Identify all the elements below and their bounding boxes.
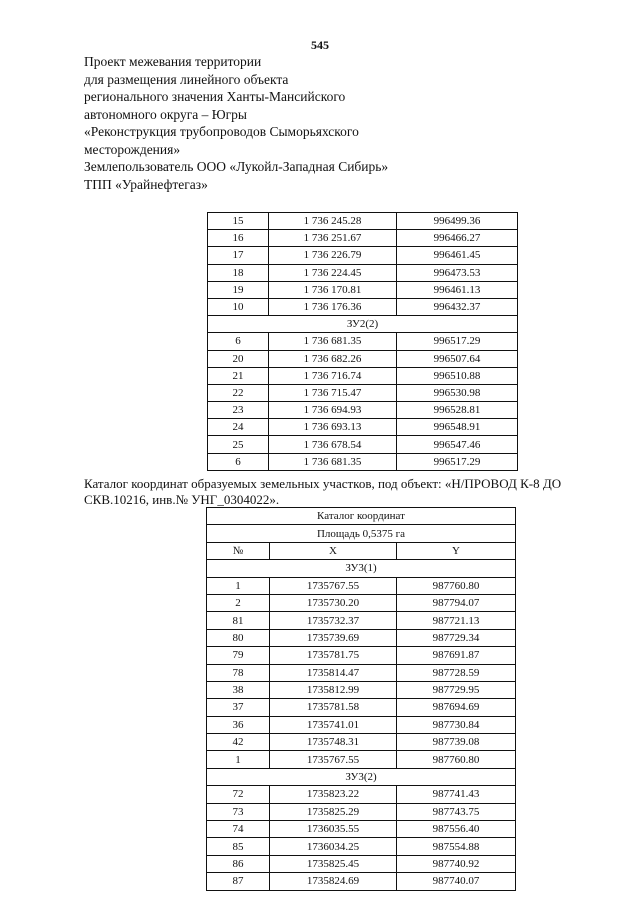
coord-y: 996510.88 xyxy=(397,367,518,384)
table-row xyxy=(207,786,516,803)
coord-y: 987721.13 xyxy=(397,612,516,629)
column-header-y: Y xyxy=(397,542,516,559)
table-row xyxy=(208,247,518,264)
coord-x: 1735825.45 xyxy=(270,855,397,872)
point-number: 74 xyxy=(207,821,270,838)
coord-y: 996517.29 xyxy=(397,453,518,470)
coord-y: 987740.92 xyxy=(397,855,516,872)
table-row xyxy=(207,734,516,751)
section-label: ЗУ2(2) xyxy=(208,316,518,333)
table-row xyxy=(207,612,516,629)
coord-x: 1735730.20 xyxy=(270,594,397,611)
table-row xyxy=(208,264,518,281)
coord-x: 1735812.99 xyxy=(270,681,397,698)
table-row xyxy=(207,664,516,681)
coord-x: 1735748.31 xyxy=(270,734,397,751)
coord-y: 987794.07 xyxy=(397,594,516,611)
point-number: 1 xyxy=(207,751,270,768)
point-number: 6 xyxy=(208,453,269,470)
table-row xyxy=(207,647,516,664)
coord-y: 987556.40 xyxy=(397,821,516,838)
table-area: Площадь 0,5375 га xyxy=(207,525,516,542)
table-row xyxy=(207,699,516,716)
table-row xyxy=(208,333,518,350)
coord-x: 1 736 715.47 xyxy=(269,384,397,401)
coord-x: 1735814.47 xyxy=(270,664,397,681)
table-row xyxy=(207,594,516,611)
coord-x: 1735732.37 xyxy=(270,612,397,629)
coord-x: 1 736 681.35 xyxy=(269,333,397,350)
point-number: 22 xyxy=(208,384,269,401)
coord-x: 1 736 251.67 xyxy=(269,230,397,247)
coord-y: 987741.43 xyxy=(397,786,516,803)
coord-y: 996517.29 xyxy=(397,333,518,350)
table-row xyxy=(208,298,518,315)
coord-x: 1735781.58 xyxy=(270,699,397,716)
coord-y: 987760.80 xyxy=(397,577,516,594)
point-number: 79 xyxy=(207,647,270,664)
coord-y: 987694.69 xyxy=(397,699,516,716)
table-row xyxy=(207,716,516,733)
coordinates-catalog-table xyxy=(206,507,516,891)
point-number: 42 xyxy=(207,734,270,751)
coord-y: 996547.46 xyxy=(397,436,518,453)
point-number: 1 xyxy=(207,577,270,594)
point-number: 38 xyxy=(207,681,270,698)
point-number: 15 xyxy=(208,213,269,230)
page-number: 545 xyxy=(311,38,329,52)
coord-x: 1735767.55 xyxy=(270,577,397,594)
coord-y: 987739.08 xyxy=(397,734,516,751)
section-label: ЗУ3(1) xyxy=(207,560,516,577)
point-number: 87 xyxy=(207,873,270,890)
point-number: 2 xyxy=(207,594,270,611)
table-row xyxy=(208,281,518,298)
table-row xyxy=(207,629,516,646)
table-row xyxy=(208,384,518,401)
coord-y: 996466.27 xyxy=(397,230,518,247)
header-line: ТПП «Урайнефтегаз» xyxy=(84,176,208,192)
coord-y: 987729.34 xyxy=(397,629,516,646)
coord-x: 1 736 694.93 xyxy=(269,402,397,419)
coord-x: 1 736 678.54 xyxy=(269,436,397,453)
table-row xyxy=(207,838,516,855)
coord-x: 1 736 682.26 xyxy=(269,350,397,367)
section-row xyxy=(208,316,518,333)
table-header-row xyxy=(207,542,516,559)
table-title: Каталог координат xyxy=(207,508,516,525)
point-number: 16 xyxy=(208,230,269,247)
header-line: Землепользователь ООО «Лукойл-Западная Сибирь» xyxy=(84,159,389,174)
coord-x: 1735823.22 xyxy=(270,786,397,803)
coord-x: 1735824.69 xyxy=(270,873,397,890)
coord-y: 996530.98 xyxy=(397,384,518,401)
header-line: «Реконструкция трубопроводов Сыморьяхского xyxy=(84,124,359,139)
coord-x: 1 736 245.28 xyxy=(269,213,397,230)
point-number: 23 xyxy=(208,402,269,419)
header-line: автономного округа – Югры xyxy=(84,106,247,122)
coord-x: 1 736 224.45 xyxy=(269,264,397,281)
coordinates-table-continued xyxy=(207,212,518,471)
header-line: для размещения линейного объекта xyxy=(84,71,289,87)
point-number: 10 xyxy=(208,298,269,315)
coord-y: 996461.45 xyxy=(397,247,518,264)
document-header xyxy=(84,53,554,193)
table-row xyxy=(208,453,518,470)
table-row xyxy=(208,367,518,384)
coord-y: 996461.13 xyxy=(397,281,518,298)
table-row xyxy=(207,803,516,820)
point-number: 24 xyxy=(208,419,269,436)
point-number: 18 xyxy=(208,264,269,281)
coord-y: 987730.84 xyxy=(397,716,516,733)
point-number: 20 xyxy=(208,350,269,367)
caption-line: СКВ.10216, инв.№ УНГ_0304022». xyxy=(84,492,280,507)
table-row xyxy=(208,213,518,230)
coord-y: 987760.80 xyxy=(397,751,516,768)
point-number: 6 xyxy=(208,333,269,350)
table-row xyxy=(207,577,516,594)
point-number: 81 xyxy=(207,612,270,629)
header-line: Проект межевания территории xyxy=(84,54,262,69)
coord-y: 987743.75 xyxy=(397,803,516,820)
table-row xyxy=(207,681,516,698)
point-number: 72 xyxy=(207,786,270,803)
coord-y: 996548.91 xyxy=(397,419,518,436)
table-title-row xyxy=(207,508,516,525)
point-number: 19 xyxy=(208,281,269,298)
coord-y: 987691.87 xyxy=(397,647,516,664)
coord-y: 987740.07 xyxy=(397,873,516,890)
column-header-x: X xyxy=(270,542,397,559)
coord-y: 987729.95 xyxy=(397,681,516,698)
caption-line: Каталог координат образуемых земельных участков, под объект: «Н/ПРОВОД К-8 ДО xyxy=(84,476,562,491)
coord-y: 996432.37 xyxy=(397,298,518,315)
table-row xyxy=(208,419,518,436)
point-number: 80 xyxy=(207,629,270,646)
coord-y: 996507.64 xyxy=(397,350,518,367)
table-row xyxy=(208,402,518,419)
coord-y: 987728.59 xyxy=(397,664,516,681)
point-number: 86 xyxy=(207,855,270,872)
table-area-row xyxy=(207,525,516,542)
point-number: 37 xyxy=(207,699,270,716)
table-row xyxy=(208,436,518,453)
point-number: 17 xyxy=(208,247,269,264)
coord-y: 996473.53 xyxy=(397,264,518,281)
point-number: 36 xyxy=(207,716,270,733)
section-row xyxy=(207,560,516,577)
table-row xyxy=(207,855,516,872)
coord-x: 1735767.55 xyxy=(270,751,397,768)
point-number: 25 xyxy=(208,436,269,453)
coord-x: 1735825.29 xyxy=(270,803,397,820)
table-row xyxy=(207,821,516,838)
table-row xyxy=(208,230,518,247)
coord-x: 1 736 170.81 xyxy=(269,281,397,298)
section-label: ЗУ3(2) xyxy=(207,768,516,785)
point-number: 73 xyxy=(207,803,270,820)
point-number: 85 xyxy=(207,838,270,855)
coord-x: 1735739.69 xyxy=(270,629,397,646)
table-row xyxy=(208,350,518,367)
coord-x: 1736034.25 xyxy=(270,838,397,855)
catalog-caption xyxy=(84,476,584,508)
section-row xyxy=(207,768,516,785)
coord-x: 1735781.75 xyxy=(270,647,397,664)
coord-y: 996528.81 xyxy=(397,402,518,419)
header-line: регионального значения Ханты-Мансийского xyxy=(84,89,346,104)
coord-x: 1 736 716.74 xyxy=(269,367,397,384)
coord-y: 996499.36 xyxy=(397,213,518,230)
coord-x: 1 736 693.13 xyxy=(269,419,397,436)
coord-x: 1 736 226.79 xyxy=(269,247,397,264)
column-header-number: № xyxy=(207,542,270,559)
coord-x: 1 736 681.35 xyxy=(269,453,397,470)
coord-x: 1736035.55 xyxy=(270,821,397,838)
coord-x: 1735741.01 xyxy=(270,716,397,733)
header-line: месторождения» xyxy=(84,141,181,157)
point-number: 78 xyxy=(207,664,270,681)
coord-y: 987554.88 xyxy=(397,838,516,855)
table-row xyxy=(207,751,516,768)
table-row xyxy=(207,873,516,890)
coord-x: 1 736 176.36 xyxy=(269,298,397,315)
point-number: 21 xyxy=(208,367,269,384)
